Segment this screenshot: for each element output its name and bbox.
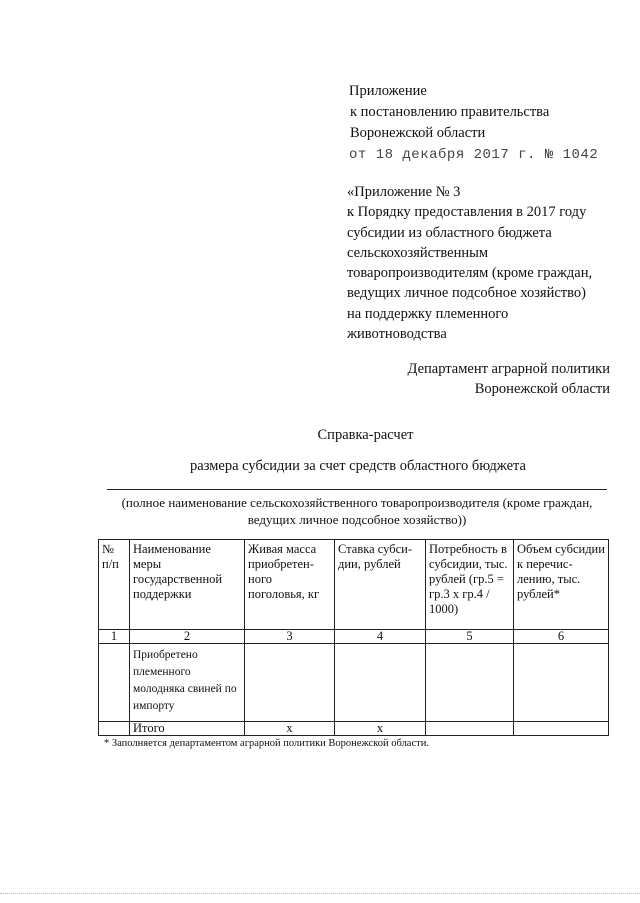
footnote: * Заполняется департаментом аграрной политики Воронежской области. <box>104 738 429 749</box>
column-number-row <box>99 630 609 644</box>
appendix-line: «Приложение № 3 <box>347 184 461 200</box>
column-number-cell: 2 <box>130 630 245 644</box>
total-cell <box>99 722 130 736</box>
page-bottom-edge <box>0 893 640 894</box>
appendix-line: животноводства <box>347 326 447 343</box>
total-cell <box>426 722 514 736</box>
total-cell: x <box>335 722 426 736</box>
appendix-line: на поддержку племенного <box>347 305 509 322</box>
table-header-cell: № п/п <box>99 540 130 630</box>
approval-decree-ref: к постановлению правительства <box>350 104 550 120</box>
department-region: Воронежской области <box>474 381 610 397</box>
document-title: Справка-расчет <box>317 427 414 443</box>
table-cell <box>245 644 335 722</box>
total-cell: x <box>245 722 335 736</box>
table-header-cell: Ставка субси-дии, рублей <box>335 540 426 630</box>
table-header-cell: Наименование меры государственной поддержки <box>130 540 245 630</box>
producer-name-hint: (полное наименование сельскохозяйственного товаропроизводителя (кроме граждан, ведущих личное подсобное хозяйство)) <box>121 495 593 527</box>
total-cell <box>514 722 609 736</box>
table-cell <box>514 644 609 722</box>
table-cell <box>335 644 426 722</box>
department-block <box>408 359 610 399</box>
column-number-cell: 1 <box>99 630 130 644</box>
appendix-line: сельскохозяйственным <box>347 244 489 261</box>
decree-number: от 18 декабря 2017 г. № 1042 <box>349 147 599 163</box>
approval-region: Воронежской области <box>350 125 486 141</box>
column-number-cell: 5 <box>426 630 514 644</box>
table-cell <box>426 644 514 722</box>
column-number-cell: 6 <box>514 630 609 644</box>
column-number-cell: 4 <box>335 630 426 644</box>
approval-title: Приложение <box>349 83 427 99</box>
department-name: Департамент аграрной политики <box>407 361 610 377</box>
producer-name-line <box>107 489 607 490</box>
table-header-row <box>99 540 609 630</box>
document-subtitle: размера субсидии за счет средств областного бюджета <box>190 458 526 474</box>
table-header-cell: Объем субсидии к перечис-лению, тыс. рублей* <box>514 540 609 630</box>
table-cell <box>99 644 130 722</box>
appendix-line: к Порядку предоставления в 2017 году <box>347 204 587 221</box>
approval-block <box>349 81 598 166</box>
table-header-cell: Живая масса приобретен-ного поголовья, кг <box>245 540 335 630</box>
table-total-row <box>99 722 609 736</box>
table-header-cell: Потребность в субсидии, тыс. рублей (гр.5 = гр.3 x гр.4 / 1000) <box>426 540 514 630</box>
total-label: Итого <box>130 722 245 736</box>
appendix-line: ведущих личное подсобное хозяйство) <box>347 285 586 302</box>
table-cell-support-measure: Приобретено племенного молодняка свиней по импорту <box>130 644 245 722</box>
appendix-line: товаропроизводителям (кроме граждан, <box>347 265 593 282</box>
column-number-cell: 3 <box>245 630 335 644</box>
table-row <box>99 644 609 722</box>
appendix-line: субсидии из областного бюджета <box>347 224 552 241</box>
subsidy-calculation-table <box>98 539 609 736</box>
appendix-3-block <box>347 182 592 344</box>
